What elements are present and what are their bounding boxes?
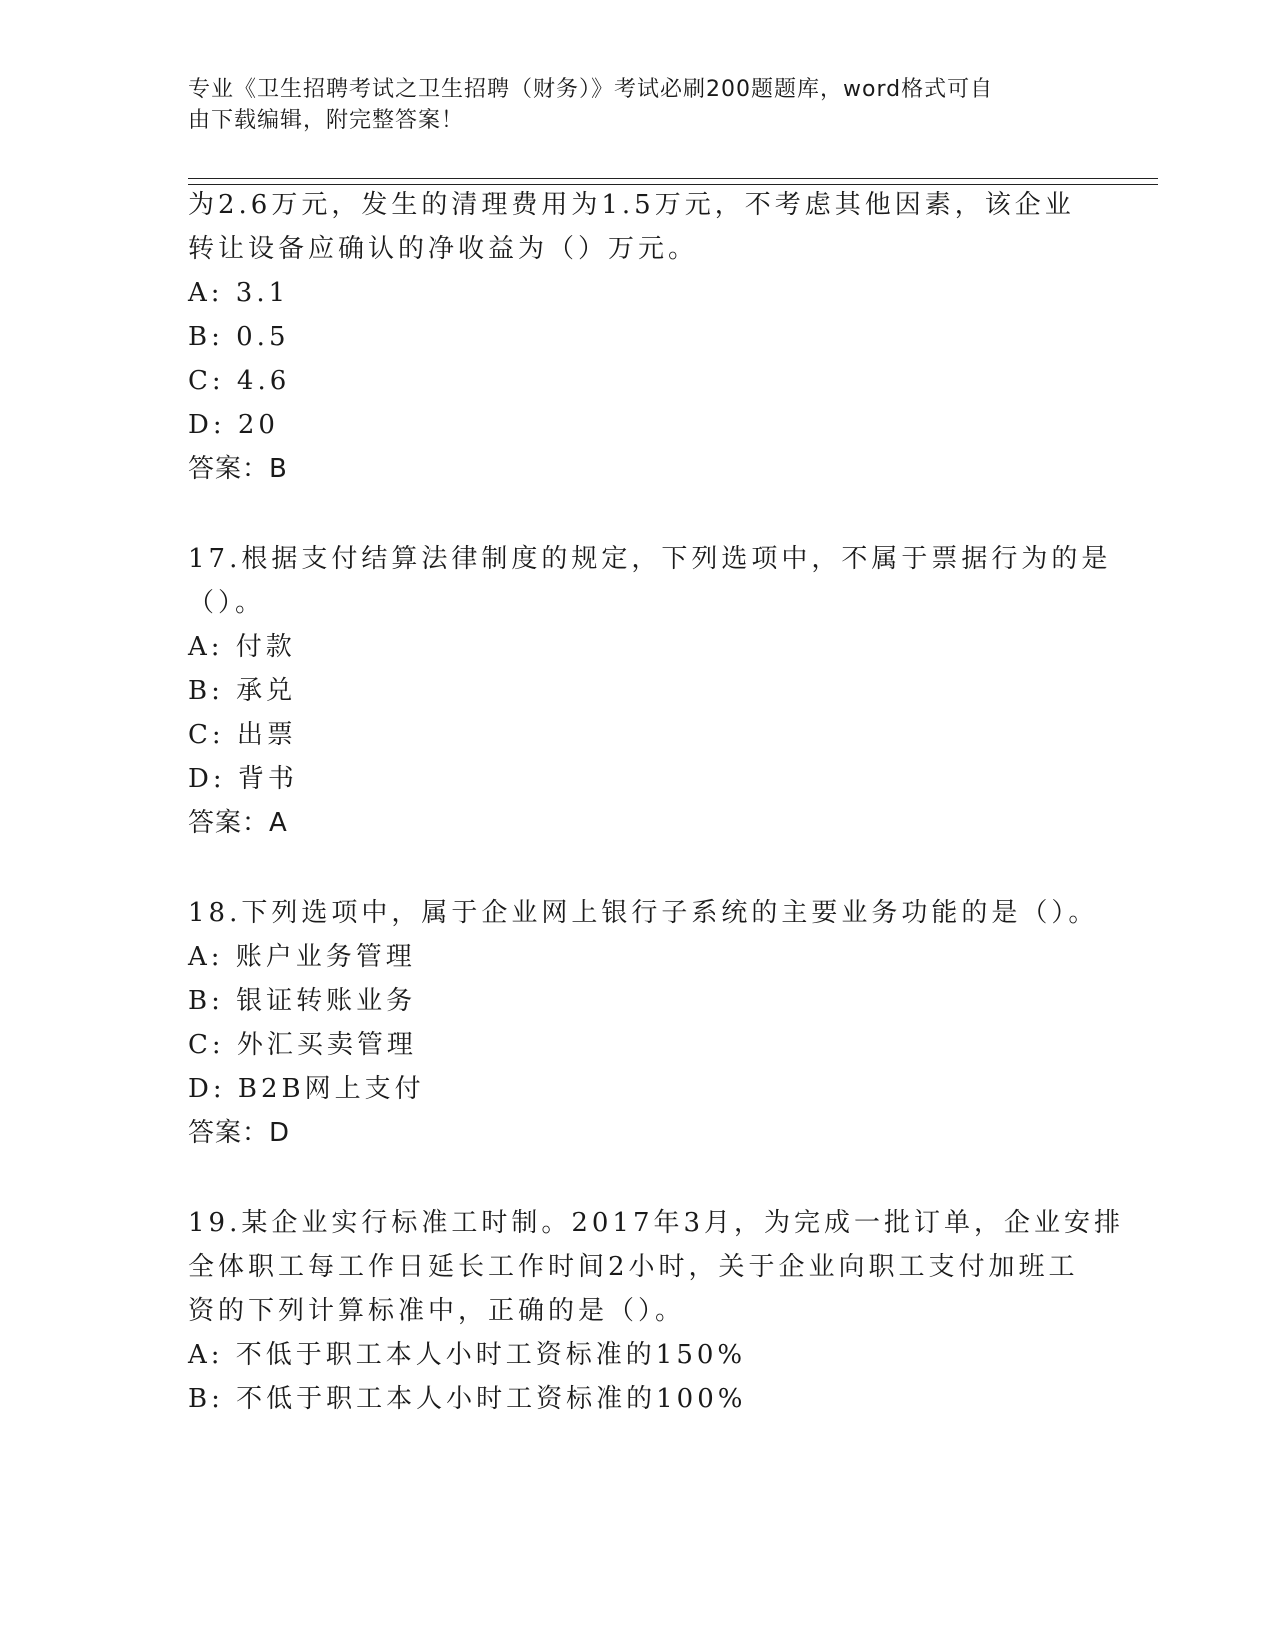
question-17-option-a: A: 付款 [188,632,296,662]
question-19-option-b: B: 不低于职工本人小时工资标准的100% [188,1384,747,1414]
header-line-2: 由下载编辑，附完整答案！ [188,108,465,133]
question-19-option-a: A: 不低于职工本人小时工资标准的150% [188,1340,747,1370]
question-18-option-c: C: 外汇买卖管理 [188,1030,417,1060]
question-17-option-b: B: 承兑 [188,676,297,706]
question-17-option-c: C: 出票 [188,720,297,750]
question-16-option-a: A: 3.1 [188,278,290,308]
question-17-option-d: D: 背书 [188,764,298,794]
header-divider-top [188,178,1158,179]
question-19-text-1: 19.某企业实行标准工时制。2017年3月，为完成一批订单，企业安排 [188,1208,1125,1238]
question-17-answer: 答案：A [188,808,288,838]
header-line-1: 专业《卫生招聘考试之卫生招聘（财务）》考试必刷200题题库，word格式可自 [188,77,994,102]
question-18-option-d: D: B2B网上支付 [188,1074,425,1104]
question-16-option-c: C: 4.6 [188,366,291,396]
question-18-option-b: B: 银证转账业务 [188,986,417,1016]
document-header [188,74,1088,136]
question-16-answer: 答案：B [188,454,288,484]
question-16-option-d: D: 20 [188,410,279,440]
question-17-text-1: 17.根据支付结算法律制度的规定，下列选项中，不属于票据行为的是 [188,544,1112,574]
question-17-text-2: （）。 [188,588,266,618]
question-18-answer: 答案：D [188,1118,291,1148]
question-18-option-a: A: 账户业务管理 [188,942,416,972]
question-18-text-1: 18.下列选项中，属于企业网上银行子系统的主要业务功能的是（）。 [188,898,1099,928]
question-16-option-b: B: 0.5 [188,322,290,352]
header-divider-bottom [188,184,1158,185]
question-19-text-3: 资的下列计算标准中，正确的是（）。 [188,1296,686,1326]
question-19-text-2: 全体职工每工作日延长工作时间2小时，关于企业向职工支付加班工 [188,1252,1079,1282]
question-16-text-1: 为2.6万元，发生的清理费用为1.5万元，不考虑其他因素，该企业 [188,190,1075,220]
question-16-text-2: 转让设备应确认的净收益为（）万元。 [188,234,699,264]
